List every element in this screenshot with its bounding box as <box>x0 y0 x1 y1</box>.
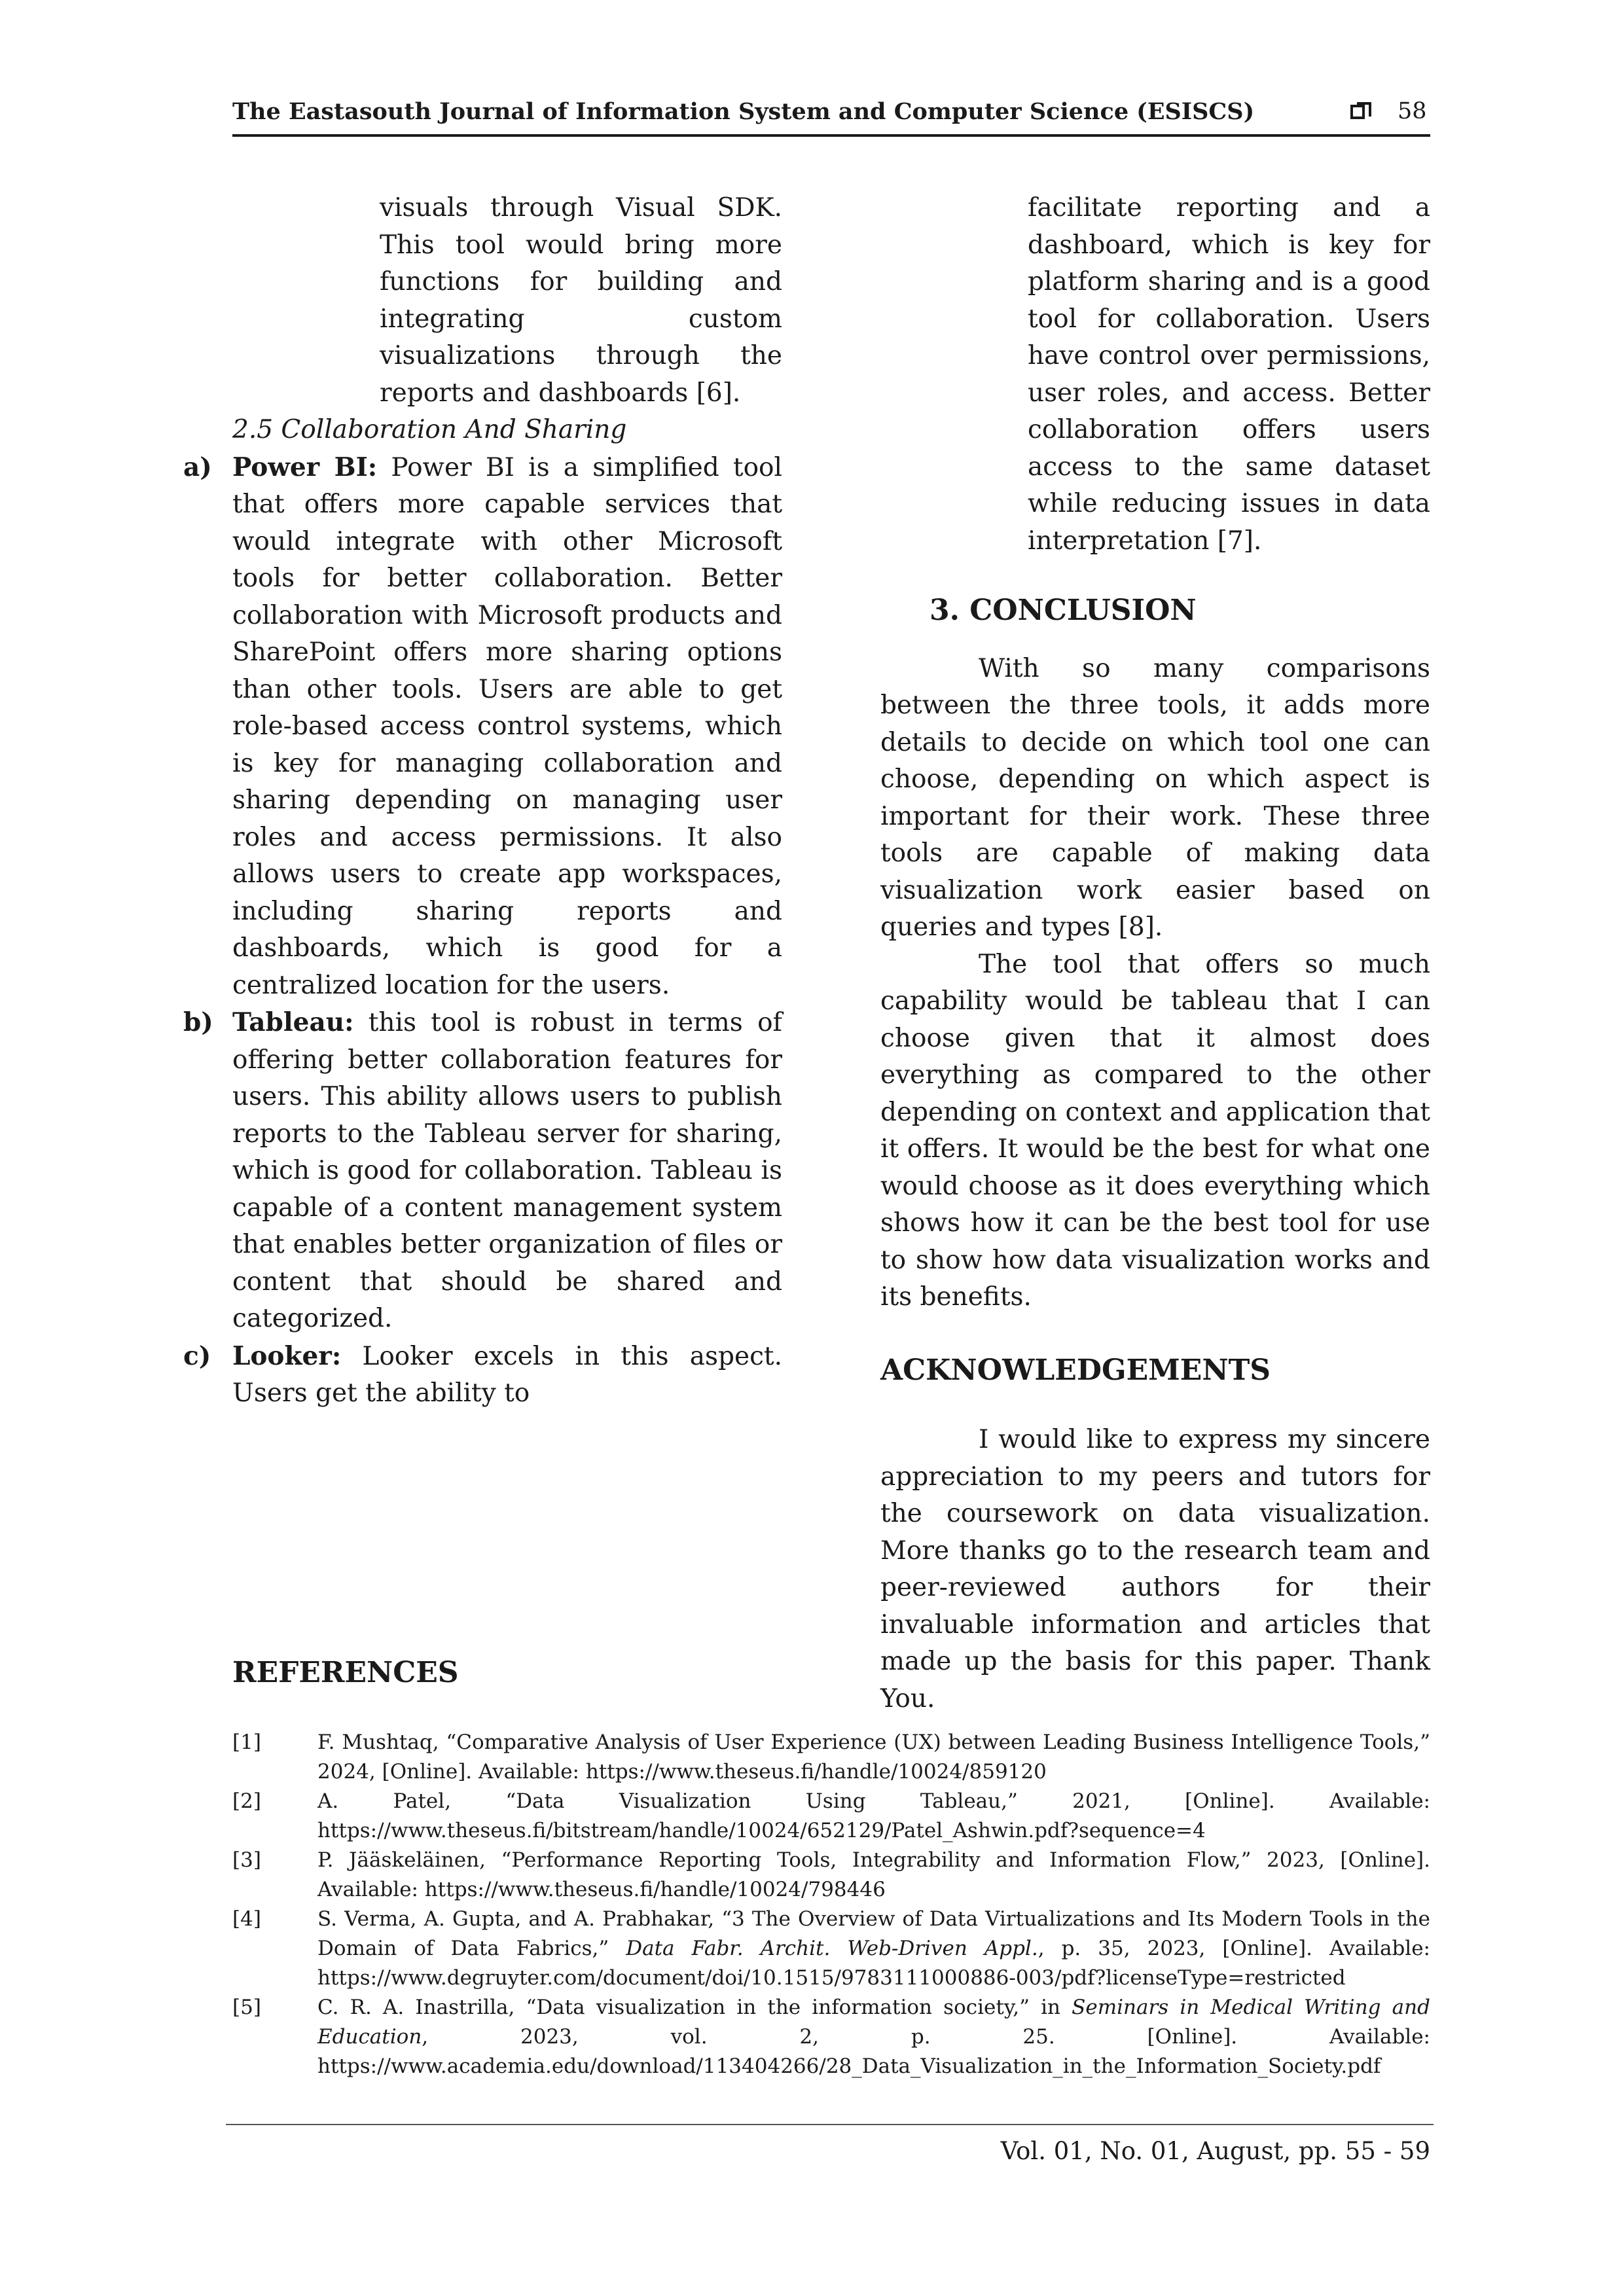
acknowledgements-heading: ACKNOWLEDGEMENTS <box>880 1353 1271 1387</box>
references-heading: REFERENCES <box>232 1656 459 1689</box>
footer-rule <box>226 2124 1434 2125</box>
list-item-text: this tool is robust in terms of offering better collaboration features for users. This ability allows users to publish reports to the Tableau server for sharing, which is good for collaboration. Tableau is capable of a content management system that enables better organization of files or content that should be shared and categorized. <box>232 1008 782 1333</box>
list-marker: c) <box>183 1340 211 1371</box>
reference-text: A. Patel, “Data Visualization Using Tableau,” 2021, [Online]. Available: https://www.theseus.fi/bitstream/handle/10024/652129/Patel_Ashwin.pdf?sequence=4 <box>317 1789 1430 1842</box>
right-column <box>880 190 1430 1717</box>
footer-volume-info: Vol. 01, No. 01, August, pp. 55 - 59 <box>1000 2137 1430 2165</box>
intro-paragraph: visuals through Visual SDK. This tool would bring more functions for building and integrating custom visualizations through the reports and dashboards [6]. <box>380 193 782 408</box>
journal-title: The Eastasouth Journal of Information System and Computer Science (ESISCS) <box>232 98 1255 125</box>
reference-number: [3] <box>232 1848 261 1872</box>
acknowledgements-paragraph: I would like to express my sincere appreciation to my peers and tutors for the coursework on data visualization. More thanks go to the research team and peer-reviewed authors for their invaluable information and articles that made up the basis for this paper. Thank You. <box>880 1425 1430 1713</box>
list-item <box>183 1004 782 1338</box>
reference-item <box>232 1728 1430 1787</box>
conclusion-heading: 3. CONCLUSION <box>929 594 1197 627</box>
list-item <box>183 1338 782 1412</box>
reference-number: [1] <box>232 1731 261 1754</box>
reference-text-tail: , 2023, vol. 2, p. 25. [Online]. Available: https://www.academia.edu/download/113404266/28_Data_Visualization_in_the_Information_Society.pdf <box>317 2025 1430 2078</box>
conclusion-paragraph: The tool that offers so much capability would be tableau that I can choose given that it almost does everything as compared to the other depending on context and application that it offers. It would be the best for what one would choose as it does everything which shows how it can be the best tool for use to show how data visualization works and its benefits. <box>880 949 1430 1312</box>
reference-number: [4] <box>232 1907 261 1931</box>
list-item-text: Power BI is a simplified tool that offers more capable services that would integrate with other Microsoft tools for better collaboration. Better collaboration with Microsoft products and SharePoint offers more sharing options than other tools. Users are able to get role-based access control systems, which is key for managing collaboration and sharing depending on managing user roles and access permissions. It also allows users to create app workspaces, including sharing reports and dashboards, which is good for a centralized location for the users. <box>232 452 783 1000</box>
reference-item <box>232 1993 1430 2081</box>
reference-text: C. R. A. Inastrilla, “Data visualization in the information society,” in <box>317 1996 1072 2019</box>
references-list <box>232 1728 1430 2081</box>
reference-journal: Seminars in Medical Writing and Education <box>317 1996 1430 2049</box>
list-item-lead: Power BI: <box>232 452 378 482</box>
reference-text-tail: , p. 35, 2023, [Online]. Available: https://www.degruyter.com/document/doi/10.1515/9783111000886-003/pdf?licenseType=restricted <box>317 1937 1430 1990</box>
reference-text: P. Jääskeläinen, “Performance Reporting Tools, Integrability and Information Flow,” 2023, [Online]. Available: https://www.theseus.fi/handle/10024/798446 <box>317 1848 1430 1901</box>
reference-item <box>232 1905 1430 1993</box>
left-column <box>183 190 783 1412</box>
list-item-lead: Looker: <box>232 1340 342 1371</box>
reference-text: F. Mushtaq, “Comparative Analysis of User Experience (UX) between Leading Business Intelligence Tools,” 2024, [Online]. Available: https://www.theseus.fi/handle/10024/859120 <box>317 1731 1430 1784</box>
list-item <box>183 449 783 1005</box>
list-item-text: Looker excels in this aspect. Users get the ability to <box>232 1341 782 1408</box>
reference-text: S. Verma, A. Gupta, and A. Prabhakar, “3 The Overview of Data Virtualizations and Its Modern Tools in the Domain of Data Fabrics,” <box>317 1907 1430 1960</box>
conclusion-paragraph: With so many comparisons between the three tools, it adds more details to decide on which tool one can choose, depending on which aspect is important for their work. These three tools are capable of making data visualization work easier based on queries and types [8]. <box>880 653 1430 942</box>
header-rule <box>232 134 1430 137</box>
reference-number: [2] <box>232 1789 261 1813</box>
reference-journal: Data Fabr. Archit. Web-Driven Appl. <box>626 1937 1038 1960</box>
list-marker: b) <box>183 1007 213 1037</box>
reference-item <box>232 1787 1430 1846</box>
list-marker: a) <box>183 452 212 482</box>
subsection-heading: 2.5 Collaboration And Sharing <box>232 415 627 444</box>
continuation-paragraph: facilitate reporting and a dashboard, which is key for platform sharing and is a good tool for collaboration. Users have control over permissions, user roles, and access. Better collaboration offers users access to the same dataset while reducing issues in data interpretation [7]. <box>1028 193 1430 556</box>
list-item-lead: Tableau: <box>232 1007 354 1037</box>
page-number: 58 <box>1398 98 1427 124</box>
checkbox-square-icon <box>1350 105 1365 119</box>
reference-item <box>232 1846 1430 1905</box>
reference-number: [5] <box>232 1996 261 2019</box>
